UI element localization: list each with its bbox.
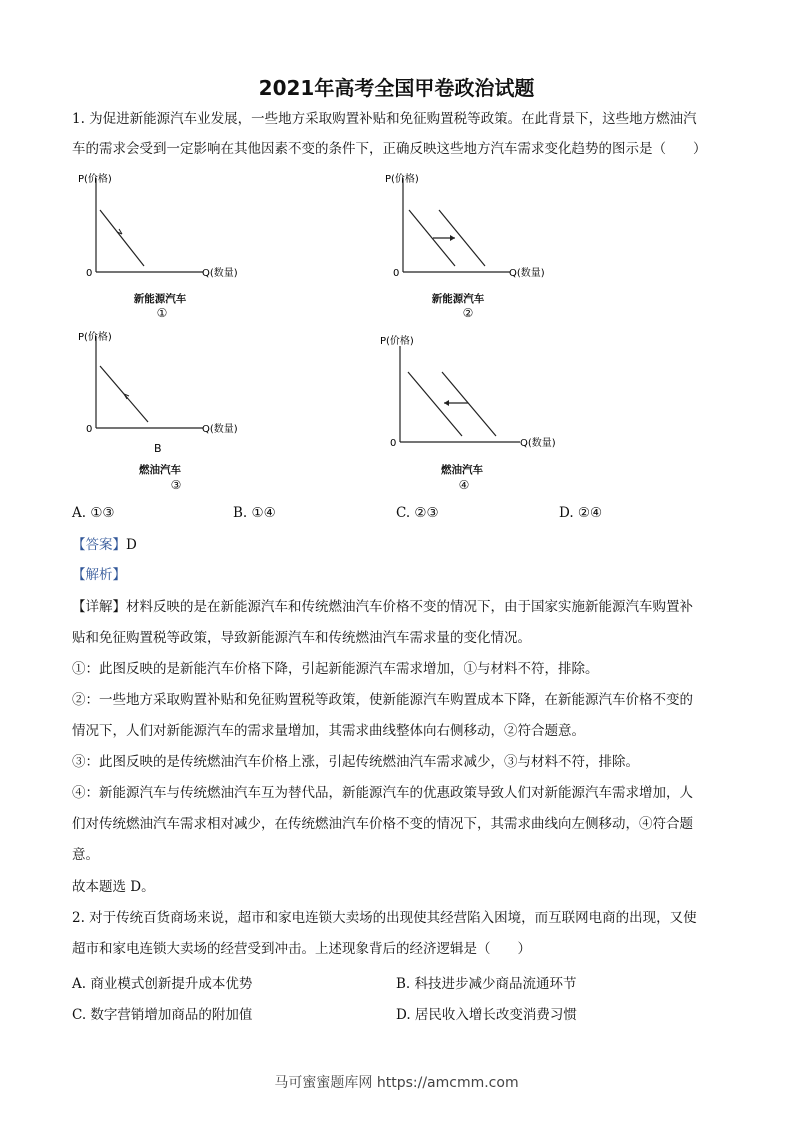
graph-1 xyxy=(78,172,248,287)
graph-3-x-label: Q(数量) xyxy=(202,424,238,435)
analysis-point-4c: 意。 xyxy=(72,847,99,863)
analysis-point-2a: ②：一些地方采取购置补贴和免征购置税等政策，使新能源汽车购置成本下降，在新能源汽车价格不变的 xyxy=(72,692,693,708)
question-1-line-2: 车的需求会受到一定影响在其他因素不变的条件下，正确反映这些地方汽车需求变化趋势的图示是（ ） xyxy=(72,141,707,157)
graph-4-caption: 燃油汽车 xyxy=(441,464,483,476)
graph-4-number: ④ xyxy=(458,478,470,492)
graph-4-demand-curve-shifted xyxy=(408,372,462,436)
graph-2-origin: 0 xyxy=(393,268,400,279)
answer-tag: 【答案】 xyxy=(72,537,126,553)
detail-line-1 xyxy=(72,598,693,616)
analysis-point-3: ③：此图反映的是传统燃油汽车价格上涨，引起传统燃油汽车需求减少，③与材料不符，排除。 xyxy=(72,754,639,770)
detail-tag: 【详解】 xyxy=(72,599,126,615)
graph-1-y-label: P(价格) xyxy=(78,174,112,185)
graph-2-caption: 新能源汽车 xyxy=(431,293,485,305)
graph-4 xyxy=(380,332,570,452)
q1-option-d[interactable]: D. ②④ xyxy=(559,505,603,521)
graph-4-demand-curve-original xyxy=(442,372,496,436)
graph-2-number: ② xyxy=(462,306,474,320)
q2-option-b[interactable]: B. 科技进步减少商品流通环节 xyxy=(396,976,577,992)
graph-2-x-label: Q(数量) xyxy=(509,268,545,279)
analysis-point-2b: 情况下，人们对新能源汽车的需求量增加，其需求曲线整体向右侧移动，②符合题意。 xyxy=(72,723,585,739)
graph-4-shift-arrow-head xyxy=(444,400,449,406)
graph-1-demand-curve xyxy=(100,210,144,266)
detail-text-1: 材料反映的是在新能源汽车和传统燃油汽车价格不变的情况下，由于国家实施新能源汽车购置补 xyxy=(126,599,693,615)
graph-4-y-label: P(价格) xyxy=(380,336,414,347)
q2-option-a[interactable]: A. 商业模式创新提升成本优势 xyxy=(72,976,253,992)
q1-option-c[interactable]: C. ②③ xyxy=(396,505,439,521)
question-2-line-2: 超市和家电连锁大卖场的经营受到冲击。上述现象背后的经济逻辑是（ ） xyxy=(72,941,531,957)
conclusion: 故本题选 D。 xyxy=(72,879,155,895)
graph-3-extra-label: B xyxy=(154,442,162,455)
graph-2-y-label: P(价格) xyxy=(385,174,419,185)
answer-value: D xyxy=(126,537,137,553)
graph-3-y-label: P(价格) xyxy=(78,332,112,343)
graph-2-shift-arrow-head xyxy=(450,235,455,241)
detail-line-2: 贴和免征购置税等政策，导致新能源汽车和传统燃油汽车需求量的变化情况。 xyxy=(72,630,531,646)
analysis-point-4a: ④：新能源汽车与传统燃油汽车互为替代品，新能源汽车的优惠政策导致人们对新能源汽车需求增加，人 xyxy=(72,785,693,801)
analysis-point-1: ①：此图反映的是新能汽车价格下降，引起新能源汽车需求增加，①与材料不符，排除。 xyxy=(72,661,599,677)
graph-3-origin: 0 xyxy=(86,424,93,435)
q1-option-a[interactable]: A. ①③ xyxy=(72,505,115,521)
analysis-tag: 【解析】 xyxy=(72,567,126,583)
analysis-point-4b: 们对传统燃油汽车需求相对减少，在传统燃油汽车价格不变的情况下，其需求曲线向左侧移动，④符合题 xyxy=(72,816,693,832)
answer-line xyxy=(72,536,137,554)
graph-4-origin: 0 xyxy=(390,438,397,449)
graph-2 xyxy=(385,172,555,287)
graph-1-origin: 0 xyxy=(86,268,93,279)
graph-1-caption: 新能源汽车 xyxy=(133,293,187,305)
q1-option-b[interactable]: B. ①④ xyxy=(233,505,276,521)
page-title: 2021年高考全国甲卷政治试题 xyxy=(258,76,535,100)
graph-3 xyxy=(78,330,248,455)
graph-4-x-label: Q(数量) xyxy=(520,438,556,449)
footer-watermark: 马可蜜蜜题库网 https://amcmm.com xyxy=(274,1075,519,1091)
q2-option-c[interactable]: C. 数字营销增加商品的附加值 xyxy=(72,1007,253,1023)
graph-3-number: ③ xyxy=(170,478,182,492)
q2-option-d[interactable]: D. 居民收入增长改变消费习惯 xyxy=(396,1007,577,1023)
question-1-line-1: 1. 为促进新能源汽车业发展，一些地方采取购置补贴和免征购置税等政策。在此背景下，这些地方燃油汽 xyxy=(72,111,697,127)
question-2-line-1: 2. 对于传统百货商场来说，超市和家电连锁大卖场的出现使其经营陷入困境，而互联网电商的出现，又使 xyxy=(72,910,697,926)
graph-3-caption: 燃油汽车 xyxy=(139,464,181,476)
graph-1-number: ① xyxy=(156,306,168,320)
graph-1-x-label: Q(数量) xyxy=(202,268,238,279)
